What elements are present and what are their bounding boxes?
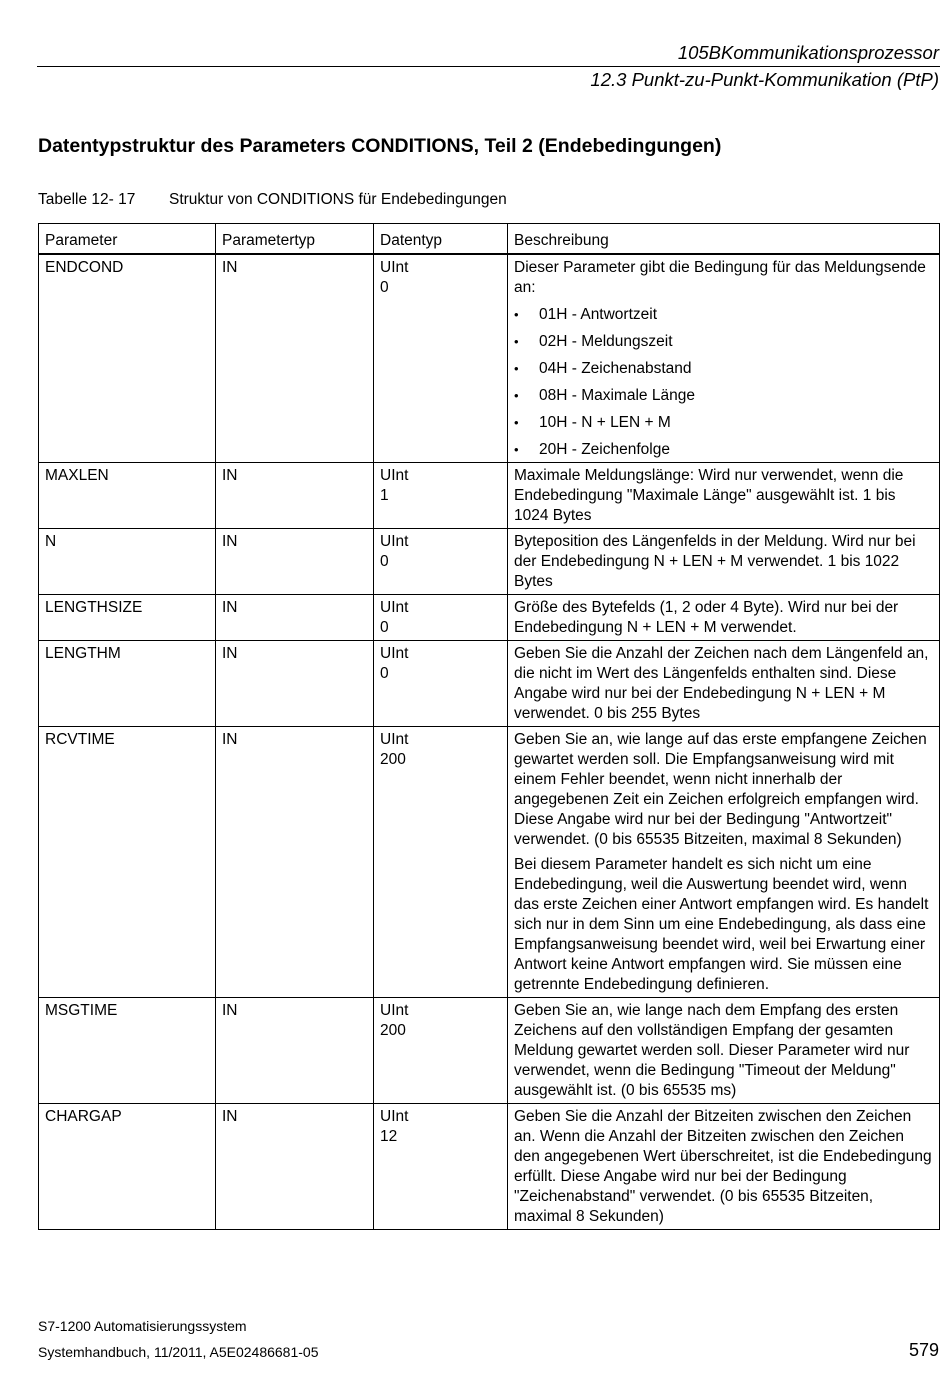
table-row bbox=[39, 998, 940, 1104]
section-title: 12.3 Punkt-zu-Punkt-Kommunikation (PtP) bbox=[590, 69, 939, 90]
bullet-item: • 10H - N + LEN + M bbox=[514, 413, 933, 433]
parametertyp-cell: IN bbox=[216, 595, 374, 641]
chapter-title: 105BKommunikationsprozessor bbox=[677, 42, 939, 63]
beschreibung-cell bbox=[508, 463, 940, 529]
description-paragraph: Byteposition des Längenfelds in der Meldung. Wird nur bei der Endebedingung N + LEN + M verwendet. 1 bis 1022 Bytes bbox=[514, 533, 916, 590]
footer-product: S7-1200 Automatisierungssystem bbox=[38, 1318, 247, 1334]
parametertyp-cell: IN bbox=[216, 463, 374, 529]
datentyp-cell bbox=[374, 254, 508, 463]
table-row bbox=[39, 641, 940, 727]
description-paragraph: Dieser Parameter gibt die Bedingung für das Meldungsende an: bbox=[514, 259, 926, 296]
table-body bbox=[39, 254, 940, 1230]
beschreibung-cell bbox=[508, 595, 940, 641]
datentyp-cell bbox=[374, 463, 508, 529]
beschreibung-cell bbox=[508, 727, 940, 998]
bullet-item: • 01H - Antwortzeit bbox=[514, 305, 933, 325]
datentyp-cell bbox=[374, 529, 508, 595]
conditions-table bbox=[38, 223, 940, 1230]
datatype-value: UInt bbox=[380, 731, 409, 748]
parameter-cell: CHARGAP bbox=[39, 1104, 216, 1230]
bullet-item: • 08H - Maximale Länge bbox=[514, 386, 933, 406]
beschreibung-cell bbox=[508, 998, 940, 1104]
footer-manual: Systemhandbuch, 11/2011, A5E02486681-05 bbox=[38, 1344, 319, 1360]
parametertyp-cell: IN bbox=[216, 998, 374, 1104]
table-caption bbox=[38, 191, 507, 209]
description-paragraph: Maximale Meldungslänge: Wird nur verwendet, wenn die Endebedingung "Maximale Länge" ausgewählt ist. 1 bis 1024 Bytes bbox=[514, 467, 904, 524]
default-value: 200 bbox=[380, 1022, 406, 1039]
column-header-beschreibung: Beschreibung bbox=[508, 224, 940, 255]
description-paragraph: Geben Sie die Anzahl der Zeichen nach dem Längenfeld an, die nicht im Wert des Längenfelds enthalten sind. Diese Angabe wird nur bei der Endebedingung N + LEN + M verwendet. 0 bis 255 Bytes bbox=[514, 645, 929, 722]
description-paragraph: Geben Sie an, wie lange auf das erste empfangene Zeichen gewartet werden soll. Die Empfangsanweisung wird mit einem Fehler beendet, wenn nicht innerhalb der angegebenen Zeit ein Zeichen erfolgreich empfangen wird. Diese Angabe wird nur bei der Bedingung "Antwortzeit" verwendet. (0 bis 65535 Bitzeiten, maximal 8 Sekunden) bbox=[514, 731, 927, 848]
description-paragraph: Geben Sie an, wie lange nach dem Empfang des ersten Zeichens auf den vollständigen Empfang der gesamten Meldung gewartet werden soll. Dieser Parameter wird nur verwendet, wenn die Bedingung "Timeout der Meldung" ausgewählt ist. (0 bis 65535 ms) bbox=[514, 1002, 910, 1099]
parametertyp-cell: IN bbox=[216, 641, 374, 727]
datentyp-cell bbox=[374, 595, 508, 641]
beschreibung-cell bbox=[508, 641, 940, 727]
parameter-cell: RCVTIME bbox=[39, 727, 216, 998]
page-number: 579 bbox=[908, 1340, 939, 1360]
column-header-parametertyp: Parametertyp bbox=[216, 224, 374, 255]
datentyp-cell bbox=[374, 727, 508, 998]
table-caption-text: Struktur von CONDITIONS für Endebedingungen bbox=[169, 191, 507, 208]
datentyp-cell bbox=[374, 998, 508, 1104]
parameter-cell: LENGTHSIZE bbox=[39, 595, 216, 641]
parameter-cell: ENDCOND bbox=[39, 254, 216, 463]
parameter-cell: MAXLEN bbox=[39, 463, 216, 529]
beschreibung-cell bbox=[508, 529, 940, 595]
bullet-item: • 04H - Zeichenabstand bbox=[514, 359, 933, 379]
default-value: 1 bbox=[380, 487, 389, 504]
datatype-value: UInt bbox=[380, 467, 409, 484]
datentyp-cell bbox=[374, 641, 508, 727]
description-paragraph: Größe des Bytefelds (1, 2 oder 4 Byte). Wird nur bei der Endebedingung N + LEN + M verwendet. bbox=[514, 599, 899, 636]
bullet-item: • 20H - Zeichenfolge bbox=[514, 440, 933, 460]
parameter-cell: LENGTHM bbox=[39, 641, 216, 727]
column-header-datentyp: Datentyp bbox=[374, 224, 508, 255]
table-row bbox=[39, 254, 940, 463]
datatype-value: UInt bbox=[380, 599, 409, 616]
page-heading: Datentypstruktur des Parameters CONDITIONS, Teil 2 (Endebedingungen) bbox=[38, 135, 722, 157]
datatype-value: UInt bbox=[380, 533, 409, 550]
table-row bbox=[39, 463, 940, 529]
default-value: 0 bbox=[380, 279, 389, 296]
parameter-cell: MSGTIME bbox=[39, 998, 216, 1104]
datentyp-cell bbox=[374, 1104, 508, 1230]
default-value: 12 bbox=[380, 1128, 398, 1145]
table-row bbox=[39, 727, 940, 998]
datatype-value: UInt bbox=[380, 1002, 409, 1019]
column-header-parameter: Parameter bbox=[39, 224, 216, 255]
beschreibung-cell bbox=[508, 254, 940, 463]
default-value: 0 bbox=[380, 553, 389, 570]
default-value: 200 bbox=[380, 751, 406, 768]
default-value: 0 bbox=[380, 619, 389, 636]
bullet-list bbox=[514, 305, 933, 460]
table-row bbox=[39, 529, 940, 595]
parameter-cell: N bbox=[39, 529, 216, 595]
table-header-row bbox=[39, 224, 940, 255]
header-rule bbox=[37, 66, 940, 67]
default-value: 0 bbox=[380, 665, 389, 682]
description-paragraph: Bei diesem Parameter handelt es sich nicht um eine Endebedingung, weil die Auswertung beendet wird, wenn das erste Zeichen einer Antwort empfangen wird. Es handelt sich nur in dem Sinn um eine Endebedingung, als dass eine Empfangsanweisung beendet wird, weil bei Erwartung einer Antwort keine Antwort empfangen wird. Sie müssen eine getrennte Endebedingung definieren. bbox=[514, 856, 929, 993]
description-paragraph: Geben Sie die Anzahl der Bitzeiten zwischen den Zeichen an. Wenn die Anzahl der Bitzeiten zwischen den Zeichen den angegebenen Wert überschreitet, ist die Endebedingung erfüllt. Diese Angabe wird nur bei der Bedingung "Zeichenabstand" verwendet. (0 bis 65535 Bitzeiten, maximal 8 Sekunden) bbox=[514, 1108, 932, 1225]
parametertyp-cell: IN bbox=[216, 529, 374, 595]
table-row bbox=[39, 595, 940, 641]
parametertyp-cell: IN bbox=[216, 1104, 374, 1230]
parametertyp-cell: IN bbox=[216, 254, 374, 463]
datatype-value: UInt bbox=[380, 645, 409, 662]
datatype-value: UInt bbox=[380, 259, 409, 276]
beschreibung-cell bbox=[508, 1104, 940, 1230]
bullet-item: • 02H - Meldungszeit bbox=[514, 332, 933, 352]
datatype-value: UInt bbox=[380, 1108, 409, 1125]
parametertyp-cell: IN bbox=[216, 727, 374, 998]
table-row bbox=[39, 1104, 940, 1230]
table-number: Tabelle 12- 17 bbox=[38, 191, 136, 208]
